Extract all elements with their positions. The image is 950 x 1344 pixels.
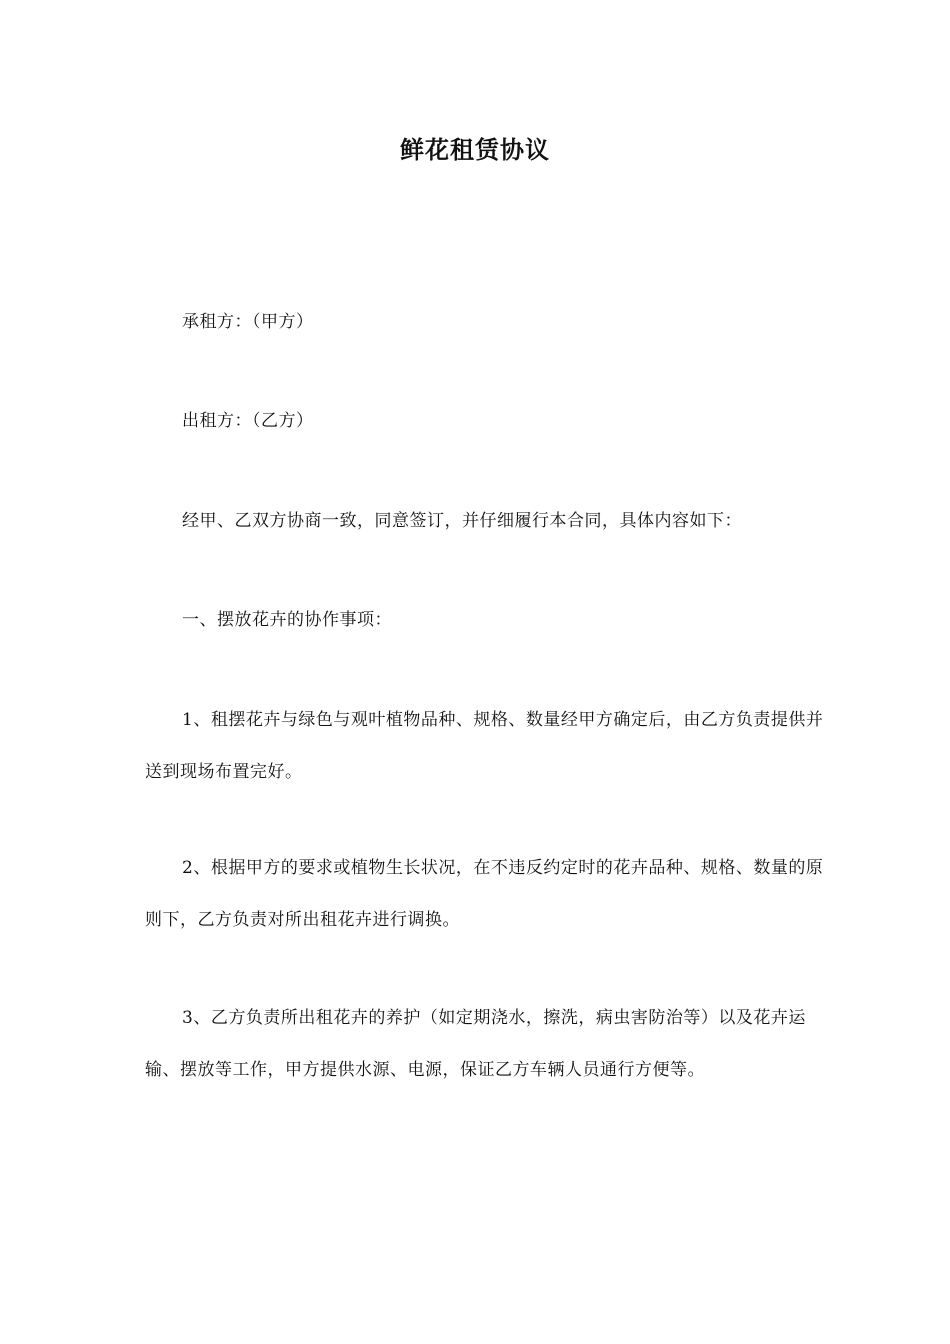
document-title: 鲜花租赁协议	[400, 136, 550, 164]
clause-1: 1、租摆花卉与绿色与观叶植物品种、规格、数量经甲方确定后，由乙方负责提供并送到现场布置完好。	[145, 710, 824, 782]
clause-2: 2、根据甲方的要求或植物生长状况，在不违反约定时的花卉品种、规格、数量的原则下，乙方负责对所出租花卉进行调换。	[145, 858, 824, 930]
section-heading-1: 一、摆放花卉的协作事项：	[182, 610, 392, 630]
lessor-line: 出租方：（乙方）	[182, 411, 314, 431]
agreement-intro: 经甲、乙双方协商一致，同意签订，并仔细履行本合同，具体内容如下：	[182, 511, 742, 531]
lessee-line: 承租方：（甲方）	[182, 312, 314, 332]
clause-3: 3、乙方负责所出租花卉的养护（如定期浇水，擦洗，病虫害防治等）以及花卉运输、摆放等工作，甲方提供水源、电源，保证乙方车辆人员通行方便等。	[145, 1008, 806, 1080]
